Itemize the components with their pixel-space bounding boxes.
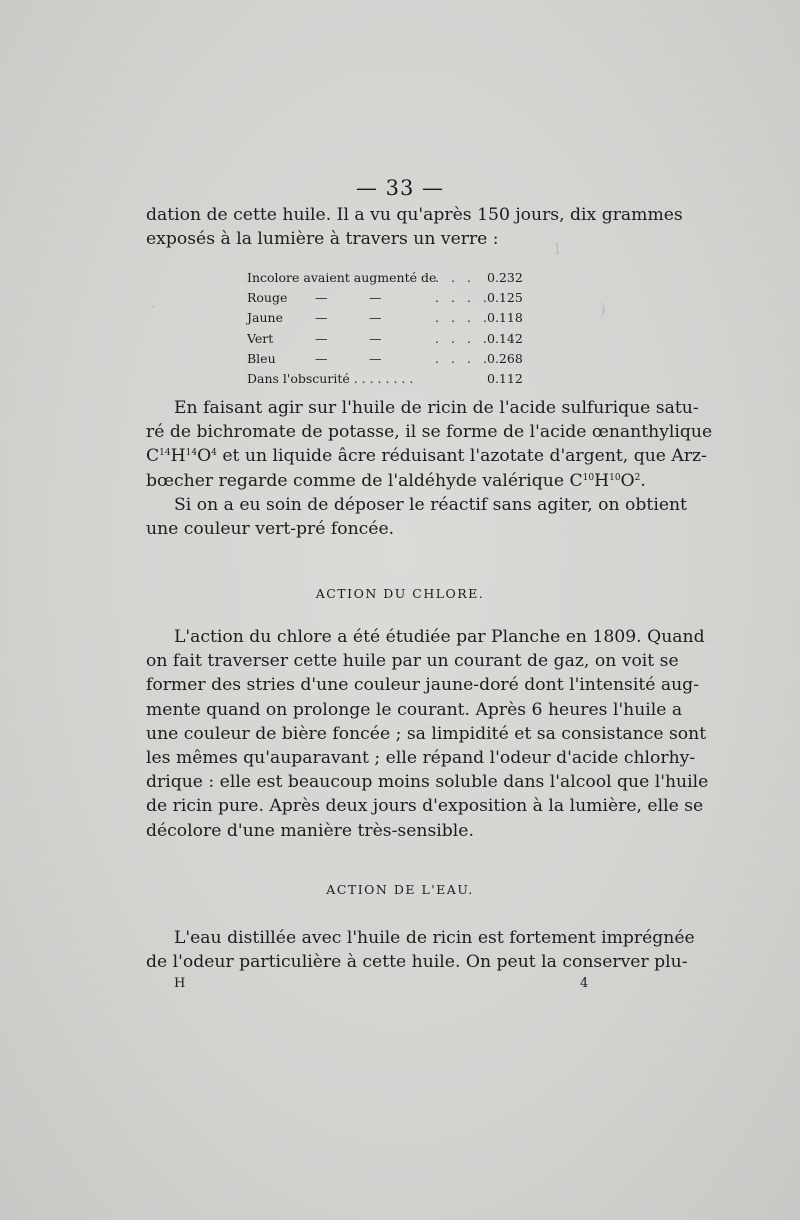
formula-subscript: 14 — [159, 448, 171, 459]
table-cell-value: 0.232 — [487, 270, 523, 285]
formula-text: bœcher regarde comme de l'aldéhyde valérique C — [146, 470, 583, 491]
table-cell-value: 0.125 — [487, 290, 523, 306]
table-cell-dash: — — [315, 330, 328, 346]
section-heading-eau: ACTION DE L'EAU. — [326, 882, 474, 897]
table-cell-name: Vert — [247, 330, 274, 346]
formula-text: H — [594, 470, 610, 491]
text-line: exposés à la lumière à travers un verre : — [146, 229, 499, 250]
formula-text: O — [620, 470, 635, 491]
text-line: En faisant agir sur l'huile de ricin de l'acide sulfurique satu- — [174, 398, 699, 418]
formula-subscript: 14 — [185, 448, 198, 459]
paragraph-chlore — [146, 625, 709, 843]
bleed-through-text: ) — [600, 300, 606, 318]
table-cell-dash: — — [369, 310, 382, 326]
formula-text: et un liquide âcre réduisant l'azotate d'argent, que Arz- — [216, 446, 707, 467]
paragraph-eau — [146, 926, 695, 974]
formula-subscript: 10 — [582, 472, 595, 483]
table-cell-value: 0.112 — [487, 370, 523, 386]
text-line: de l'odeur particulière à cette huile. On peut la conserver plu- — [146, 952, 688, 973]
bleed-through-text: · — [150, 298, 155, 316]
table-row — [247, 268, 527, 288]
table-cell-dash: — — [315, 310, 328, 326]
paragraph-sulfuric — [146, 396, 713, 541]
paragraph-intro — [146, 203, 683, 251]
table-cell-dots: . . . . — [435, 290, 491, 306]
text-line: de ricin pure. Après deux jours d'exposition à la lumière, elle se — [146, 796, 704, 817]
exposure-table — [247, 268, 527, 389]
table-cell-dash: — — [369, 350, 382, 366]
text-line: les mêmes qu'auparavant ; elle répand l'odeur d'acide chlorhy- — [146, 748, 696, 769]
table-cell-dash: — — [369, 290, 382, 306]
bleed-through-text: l — [555, 240, 560, 258]
text-line: une couleur de bière foncée ; sa limpidité et sa consistance sont — [146, 723, 707, 744]
formula-text: C — [146, 446, 160, 467]
text-line: dation de cette huile. Il a vu qu'après 150 jours, dix grammes — [146, 205, 683, 225]
table-cell-dots: . . . . — [435, 310, 491, 326]
table-row — [247, 308, 527, 328]
formula-subscript: 4 — [211, 448, 217, 459]
formula-line — [146, 469, 646, 493]
text-line: Si on a eu soin de déposer le réactif sans agiter, on obtient — [174, 494, 687, 515]
table-cell-value: 0.268 — [487, 350, 523, 366]
text-line: une couleur vert-pré foncée. — [146, 519, 395, 540]
table-cell-name: Jaune — [247, 310, 283, 326]
formula-subscript: 2 — [634, 472, 641, 483]
text-line: on fait traverser cette huile par un courant de gaz, on voit se — [146, 651, 679, 672]
table-cell-dots: . . . . — [435, 350, 491, 366]
table-cell-value: 0.142 — [487, 330, 523, 346]
table-cell-name: Incolore avaient augmenté de — [247, 270, 437, 285]
formula-line — [146, 444, 707, 468]
table-cell-value: 0.118 — [487, 310, 523, 326]
formula-text: . — [640, 470, 646, 491]
page-number: — 33 — — [355, 176, 445, 200]
table-cell-dots: . . . . — [435, 330, 491, 346]
sheet-number: 4 — [580, 976, 589, 991]
text-line: décolore d'une manière très-sensible. — [146, 820, 474, 841]
table-cell-name: Bleu — [247, 350, 276, 366]
formula-text: O — [197, 446, 212, 467]
table-cell-name: Rouge — [247, 290, 288, 306]
table-cell-name: Dans l'obscurité . . . . . . . . — [247, 370, 414, 386]
table-row — [247, 329, 527, 349]
table-cell-dots: . . . — [435, 270, 475, 285]
table-row — [247, 349, 527, 369]
table-row — [247, 369, 527, 389]
section-heading-chlore: ACTION DU CHLORE. — [315, 586, 485, 601]
table-row — [247, 288, 527, 308]
signature-mark: H — [174, 976, 186, 991]
text-line: L'eau distillée avec l'huile de ricin est fortement imprégnée — [174, 928, 695, 948]
table-cell-dash: — — [315, 350, 328, 366]
text-line: mente quand on prolonge le courant. Après 6 heures l'huile a — [146, 699, 683, 720]
table-cell-dash: — — [315, 290, 328, 306]
text-line: former des stries d'une couleur jaune-doré dont l'intensité aug- — [146, 675, 699, 696]
formula-subscript: 10 — [609, 472, 621, 483]
table-cell-dash: — — [369, 330, 382, 346]
text-line: ré de bichromate de potasse, il se forme de l'acide œnanthylique — [146, 422, 713, 443]
text-line: drique : elle est beaucoup moins soluble dans l'alcool que l'huile — [146, 772, 709, 793]
text-line: L'action du chlore a été étudiée par Planche en 1809. Quand — [174, 627, 705, 647]
formula-text: H — [170, 446, 186, 467]
